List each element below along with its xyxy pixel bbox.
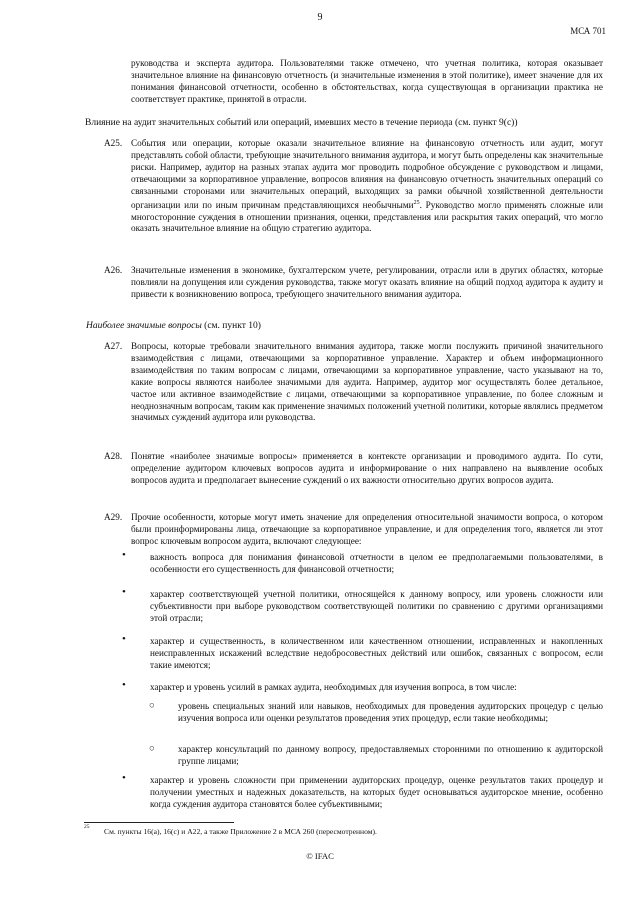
footer-copyright: © IFAC bbox=[306, 851, 334, 861]
paragraph-number-a28: A28. bbox=[104, 451, 123, 461]
bullet-item: характер и уровень усилий в рамках аудита, необходимых для изучения вопроса, в том числе: bbox=[150, 682, 517, 692]
a25-text-end: . Руководство могло применять сложные или многосторонние суждения в отношении признания, оценки, представления или раскрытия таких операций, что могло оказать значительное влияние на общую стратегию аудитора. bbox=[131, 199, 603, 234]
footnote-ref-25[interactable]: 25 bbox=[413, 199, 420, 206]
bullet-item: характер соответствующей учетной политики, относящейся к данному вопросу, или уровень сложности или субъективности при выборе руководством соответствующей политики по сравнению с другими организациями этой отрасли; bbox=[150, 589, 603, 623]
footnote-text: См. пункты 16(а), 16(с) и А22, а также Приложение 2 в МСА 260 (пересмотренном). bbox=[104, 827, 377, 836]
footnote-number: 25 bbox=[84, 824, 90, 830]
paragraph-number-a26: A26. bbox=[104, 265, 123, 275]
sub-bullet-item: уровень специальных знаний или навыков, необходимых для проведения аудиторских процедур с целью изучения вопроса или оценки результатов проведения этих процедур, если такие необходимы; bbox=[178, 701, 603, 723]
standard-label: МСА 701 bbox=[570, 26, 606, 36]
heading-italic: Наиболее значимые вопросы bbox=[86, 321, 202, 331]
bullet-icon: • bbox=[122, 586, 126, 598]
paragraph-number-a25: A25. bbox=[104, 138, 123, 148]
heading-ref: (см. пункт 10) bbox=[201, 321, 261, 331]
sub-bullet-icon: ○ bbox=[149, 744, 155, 754]
bullet-item: важность вопроса для понимания финансовой отчетности в целом ее предполагаемыми пользователями, в особенности его существенность для финансовой отчетности; bbox=[150, 552, 603, 574]
bullet-item: характер и уровень сложности при применении аудиторских процедур, оценке результатов таких процедур и получении уместных и надежных доказательств, на которых будет основываться аудиторское мнение, особенно когда суждения аудитора становятся более субъективными; bbox=[150, 775, 603, 809]
a25-text: События или операции, которые оказали значительное влияние на финансовую отчетность или аудит, могут представлять собой области, требующие значительного внимания аудитора, и могут быть определены как значительные риски. Например, аудитор на разных этапах аудита мог проводить подробное обсуждение с руководством и лицами, отвечающими за корпоративное управление, вопросов влияния на финансовую отчетность значительных операций со связанными сторонами или значительных операций, выходящих за рамки обычной хозяйственной деятельности организации или по иным причинам представляющихся необычными bbox=[131, 138, 603, 210]
paragraph-number-a27: A27. bbox=[104, 341, 123, 351]
paragraph-a29: Прочие особенности, которые могут иметь значение для определения относительной значимости вопроса, о котором были проинформированы лица, отвечающие за корпоративное управление, и для определения того, является ли этот вопрос ключевым вопросом аудита, включают следующее: bbox=[131, 512, 603, 546]
bullet-item: характер и существенность, в количественном или качественном отношении, исправленных и накопленных неисправленных искажений вследствие недобросовестных действий или ошибок, связанных с вопросом, если такие имеются; bbox=[150, 636, 603, 670]
footnote-divider bbox=[84, 822, 234, 823]
section-heading-significant bbox=[86, 321, 606, 331]
paragraph-a25 bbox=[131, 138, 603, 235]
bullet-icon: • bbox=[122, 549, 126, 561]
sub-bullet-icon: ○ bbox=[149, 701, 155, 711]
bullet-icon: • bbox=[122, 633, 126, 645]
section-heading-events: Влияние на аудит значительных событий или операций, имевших место в течение периода (см. пункт 9(с)) bbox=[85, 118, 518, 128]
paragraph-number-a29: A29. bbox=[104, 512, 123, 522]
sub-bullet-item: характер консультаций по данному вопросу, предоставляемых сторонними по отношению к аудиторской группе лицами; bbox=[178, 744, 603, 766]
intro-paragraph: руководства и эксперта аудитора. Пользователями также отмечено, что учетная политика, которая оказывает значительное влияние на финансовую отчетность (и значительные изменения в этой политике), имеет значение для их понимания финансовой отчетности, особенно в обстоятельствах, когда существующая в организации практика не соответствует практике, принятой в отрасли. bbox=[131, 58, 603, 104]
bullet-icon: • bbox=[122, 679, 126, 691]
paragraph-a27: Вопросы, которые требовали значительного внимания аудитора, также могли послужить причиной значительного взаимодействия с лицами, отвечающими за корпоративное управление. Характер и объем информационного взаимодействия по таким вопросам с лицами, отвечающими за корпоративное управление, часто указывают на то, какие вопросы являются наиболее значимыми для аудита. Например, аудитор мог осуществлять более детальное, частое или активное взаимодействие с лицами, отвечающими за корпоративное управление, по более сложным и неоднозначным вопросам, таким как применение значимых положений учетной политики, которые являлись предметом значимых суждений аудитора или руководства. bbox=[131, 341, 603, 423]
bullet-icon: • bbox=[122, 772, 126, 784]
page-number: 9 bbox=[317, 12, 323, 23]
paragraph-a26: Значительные изменения в экономике, бухгалтерском учете, регулировании, отрасли или в других областях, которые повлияли на допущения или суждения руководства, также могут оказать влияние на общий подход аудитора к аудиту и привести к возникновению вопроса, требующего значительного внимания аудитора. bbox=[131, 265, 603, 299]
paragraph-a28: Понятие «наиболее значимые вопросы» применяется в контексте организации и проводимого аудита. По сути, определение аудитором ключевых вопросов аудита и информирование о них направлено на выявление особых вопросов аудита и предполагает вынесение суждений о их важности относительно других вопросов аудита. bbox=[131, 451, 603, 485]
